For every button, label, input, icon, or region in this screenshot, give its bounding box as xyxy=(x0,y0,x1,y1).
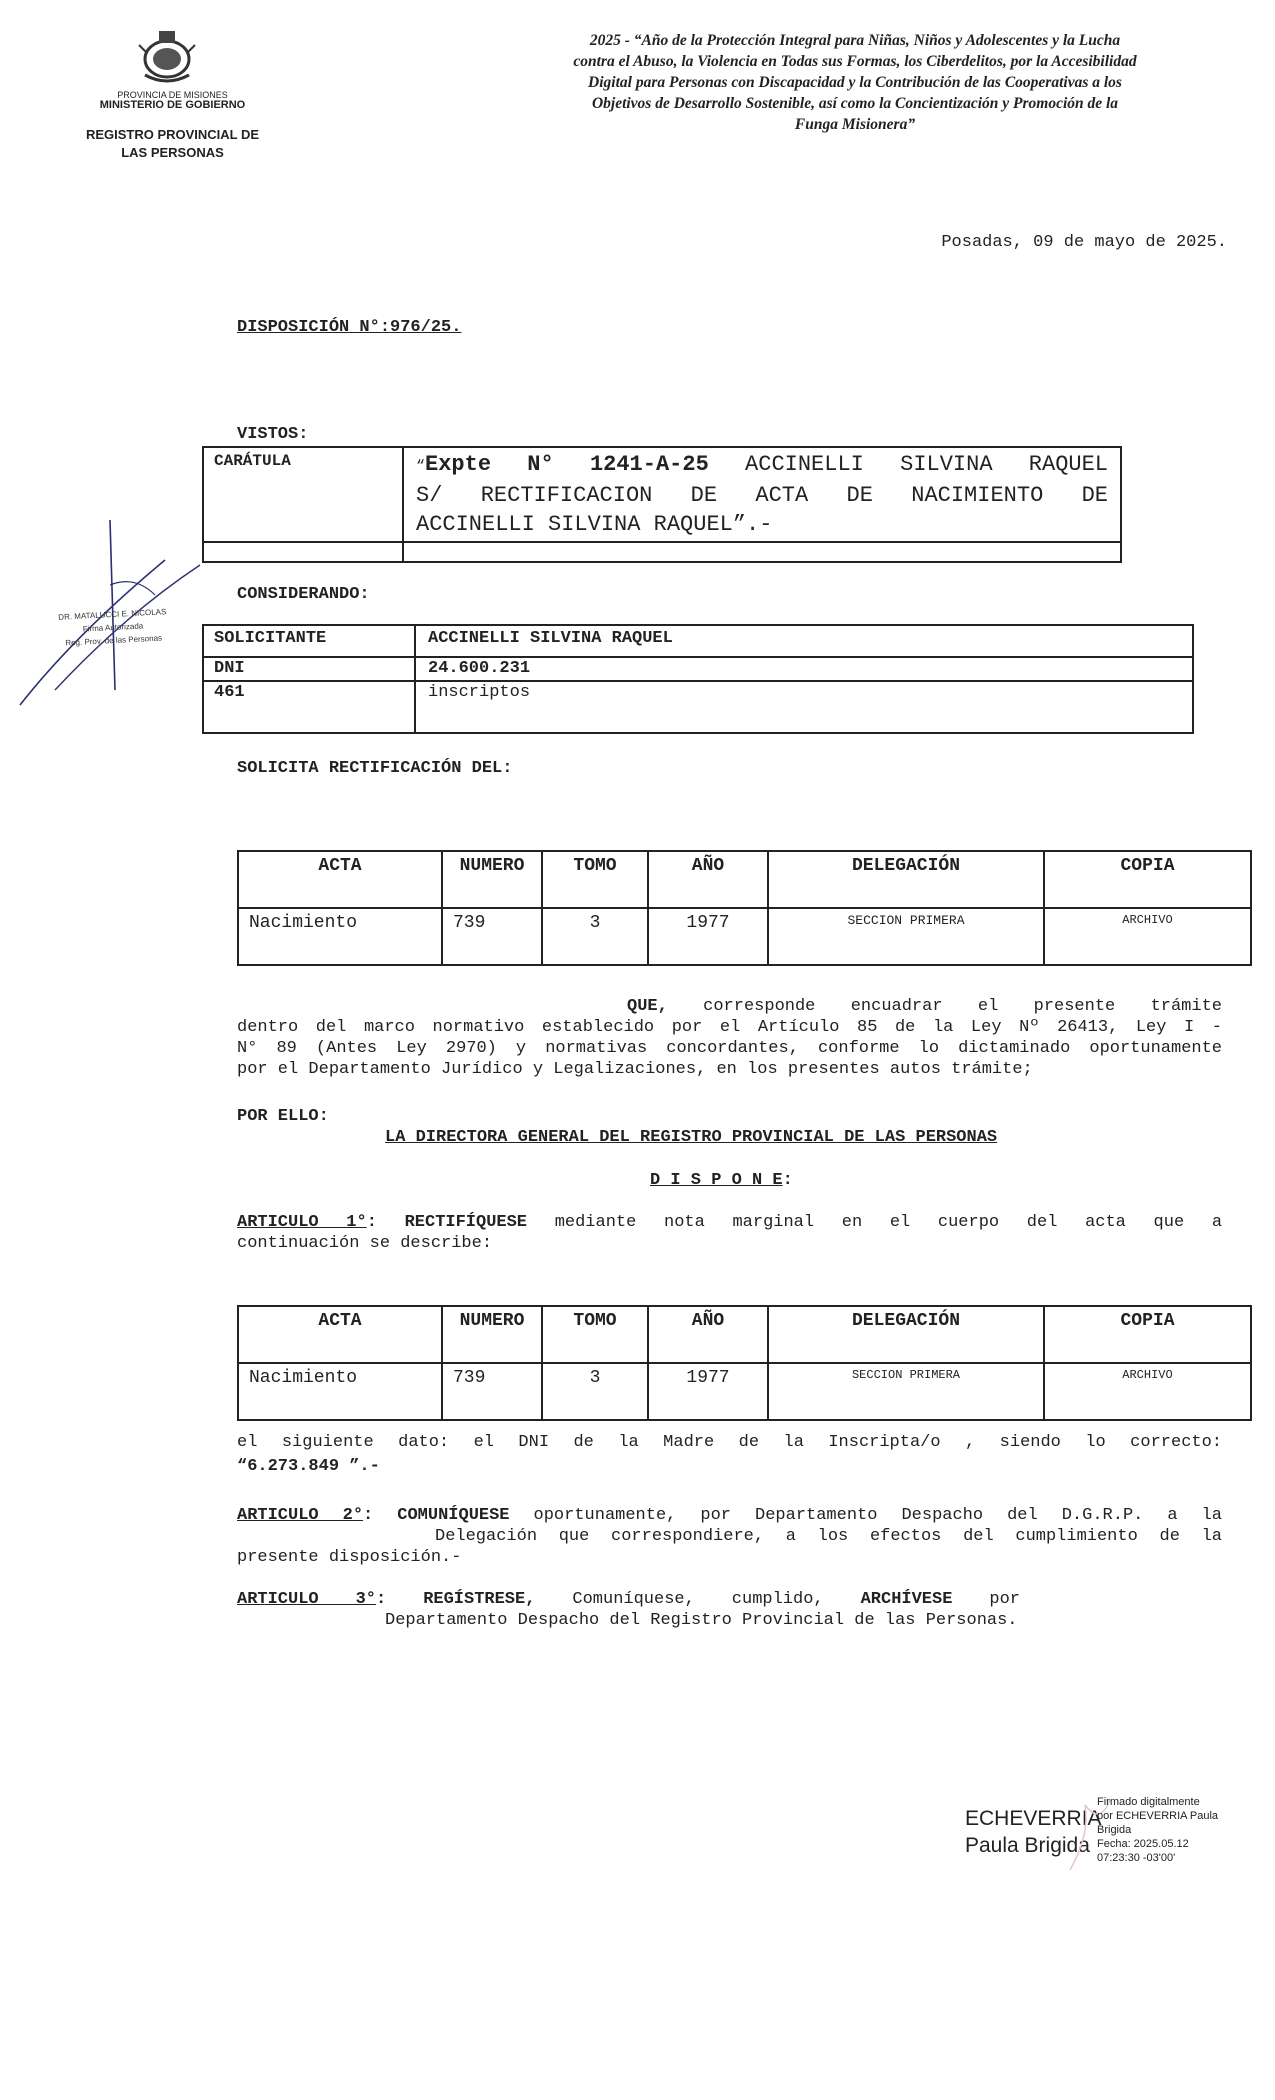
table-row xyxy=(238,1363,1251,1420)
col-tomo: TOMO xyxy=(542,1306,648,1363)
motto-line: Digital para Personas con Discapacidad y la Contribución de las Cooperativas a los xyxy=(588,74,1122,91)
dni-key: DNI xyxy=(203,657,415,681)
col-delegacion: DELEGACIÓN xyxy=(768,1306,1044,1363)
col-numero: NUMERO xyxy=(442,851,542,908)
col-anio: AÑO xyxy=(648,851,768,908)
corrected-data-line-1: el siguiente dato: el DNI de la Madre de la Inscripta/o , siendo lo correcto: xyxy=(237,1433,1222,1452)
motto-line: contra el Abuso, la Violencia en Todas sus Formas, los Ciberdelitos, por la Accesibilidad xyxy=(573,53,1137,70)
que-line-1: QUE, corresponde encuadrar el presente trámite xyxy=(627,997,1222,1016)
cell-anio: 1977 xyxy=(648,1363,768,1420)
cell-anio: 1977 xyxy=(648,908,768,965)
col-tomo: TOMO xyxy=(542,851,648,908)
acta-table-2 xyxy=(237,1305,1252,1421)
cell-numero: 739 xyxy=(442,908,542,965)
applicant-value: ACCINELLI SILVINA RAQUEL xyxy=(415,625,1193,657)
motto-line: 2025 - “Año de la Protección Integral para Niñas, Niños y Adolescentes y la Lucha xyxy=(589,32,1121,49)
col-numero: NUMERO xyxy=(442,1306,542,1363)
disposition-number: DISPOSICIÓN N°:976/25. xyxy=(237,318,462,337)
article-3 xyxy=(237,1589,1222,1631)
cell-acta: Nacimiento xyxy=(238,908,442,965)
applicant-table xyxy=(202,624,1194,734)
cell-copia: ARCHIVO xyxy=(1044,1363,1251,1420)
cell-tomo: 3 xyxy=(542,908,648,965)
stamp-office: Reg. Prov. de las Personas xyxy=(65,633,163,648)
corrected-data xyxy=(237,1432,1222,1477)
directora-title: LA DIRECTORA GENERAL DEL REGISTRO PROVINCIAL DE LAS PERSONAS xyxy=(385,1128,998,1147)
que-paragraph xyxy=(237,996,1222,1080)
por-ello: POR ELLO: xyxy=(237,1107,329,1126)
cell-acta: Nacimiento xyxy=(238,1363,442,1420)
col-copia: COPIA xyxy=(1044,1306,1251,1363)
dni-value: 24.600.231 xyxy=(415,657,1193,681)
empty-cell xyxy=(203,542,403,562)
article-3-line-1: ARTICULO 3°: REGÍSTRESE, Comuníquese, cumplido, ARCHÍVESE por xyxy=(237,1590,1021,1609)
dispone-heading: D I S P O N E: xyxy=(650,1171,793,1190)
col-acta: ACTA xyxy=(238,1306,442,1363)
article-3-line-2: Departamento Despacho del Registro Provincial de las Personas. xyxy=(385,1611,1018,1630)
col-delegacion: DELEGACIÓN xyxy=(768,851,1044,908)
signer-given-name: Paula Brigida xyxy=(965,1834,1090,1857)
cell-delegacion: SECCION PRIMERA xyxy=(768,908,1044,965)
case-number: Expte N° 1241-A-25 xyxy=(425,452,709,477)
caratula-line-3: ACCINELLI SILVINA RAQUEL”.- xyxy=(416,512,773,537)
que-line-3: N° 89 (Antes Ley 2970) y normativas concordantes, conforme lo dictaminado oportunamente xyxy=(237,1039,1222,1058)
registry-line-2: LAS PERSONAS xyxy=(121,145,224,160)
header-institution xyxy=(85,90,260,110)
coat-of-arms-logo xyxy=(135,25,200,90)
caratula-label: CARÁTULA xyxy=(203,447,403,542)
article-2-line-1: ARTICULO 2°: COMUNÍQUESE oportunamente, por Departamento Despacho del D.G.R.P. a la xyxy=(237,1506,1223,1525)
ministry-text: MINISTERIO DE GOBIERNO xyxy=(99,99,246,111)
article-2 xyxy=(237,1505,1222,1568)
caratula-line-1: “Expte N° 1241-A-25 ACCINELLI SILVINA RAQUEL xyxy=(416,452,1109,477)
motto-line: Funga Misionera” xyxy=(794,116,916,133)
stamp-role: Firma Autorizada xyxy=(82,621,144,634)
motto-line: Objetivos de Desarrollo Sostenible, así como la Concientización y Promoción de la xyxy=(591,95,1119,112)
article-1-line-1: ARTICULO 1°: RECTIFÍQUESE mediante nota marginal en el cuerpo del acta que a xyxy=(237,1213,1223,1232)
col-acta: ACTA xyxy=(238,851,442,908)
que-line-4: por el Departamento Jurídico y Legalizaciones, en los presentes autos trámite; xyxy=(237,1060,1033,1079)
table-row xyxy=(238,908,1251,965)
solicita-label: SOLICITA RECTIFICACIÓN DEL: xyxy=(237,759,513,778)
applicant-key: SOLICITANTE xyxy=(203,625,415,657)
empty-cell xyxy=(403,542,1121,562)
stamp xyxy=(57,605,169,650)
province-text: PROVINCIA DE MISIONES xyxy=(117,90,228,100)
digital-signature-details: Firmado digitalmente por ECHEVERRIA Paula Brigida Fecha: 2025.05.12 07:23:30 -03'00' xyxy=(1097,1796,1219,1864)
registry-line-1: REGISTRO PROVINCIAL DE xyxy=(85,127,260,142)
article-1-line-2: continuación se describe: xyxy=(237,1234,493,1253)
col-copia: COPIA xyxy=(1044,851,1251,908)
acta-table-1 xyxy=(237,850,1252,966)
article-2-line-3: presente disposición.- xyxy=(237,1548,462,1567)
que-line-2: dentro del marco normativo establecido por el Artículo 85 de la Ley Nº 26413, Ley I - xyxy=(237,1018,1222,1037)
caratula-content xyxy=(403,447,1121,542)
vistos-label: VISTOS: xyxy=(237,425,309,444)
cell-copia: ARCHIVO xyxy=(1044,908,1251,965)
caratula-line-2: S/ RECTIFICACION DE ACTA DE NACIMIENTO DE xyxy=(416,483,1108,508)
count-key: 461 xyxy=(203,681,415,733)
place-date: Posadas, 09 de mayo de 2025. xyxy=(941,233,1227,252)
registry-name xyxy=(75,126,270,162)
cell-numero: 739 xyxy=(442,1363,542,1420)
cell-delegacion: SECCION PRIMERA xyxy=(768,1363,1044,1420)
article-2-line-2: Delegación que correspondiere, a los efectos del cumplimiento de la xyxy=(435,1527,1222,1546)
cell-tomo: 3 xyxy=(542,1363,648,1420)
year-motto xyxy=(535,30,1175,135)
caratula-table xyxy=(202,446,1122,563)
col-anio: AÑO xyxy=(648,1306,768,1363)
considerando-label: CONSIDERANDO: xyxy=(237,585,370,604)
stamp-name: DR. MATALUCCI E. NICOLAS xyxy=(58,607,167,622)
count-value: inscriptos xyxy=(415,681,1193,733)
signer-surname: ECHEVERRIA xyxy=(965,1807,1102,1830)
article-1 xyxy=(237,1212,1222,1254)
corrected-value: “6.273.849 ”.- xyxy=(237,1457,380,1476)
